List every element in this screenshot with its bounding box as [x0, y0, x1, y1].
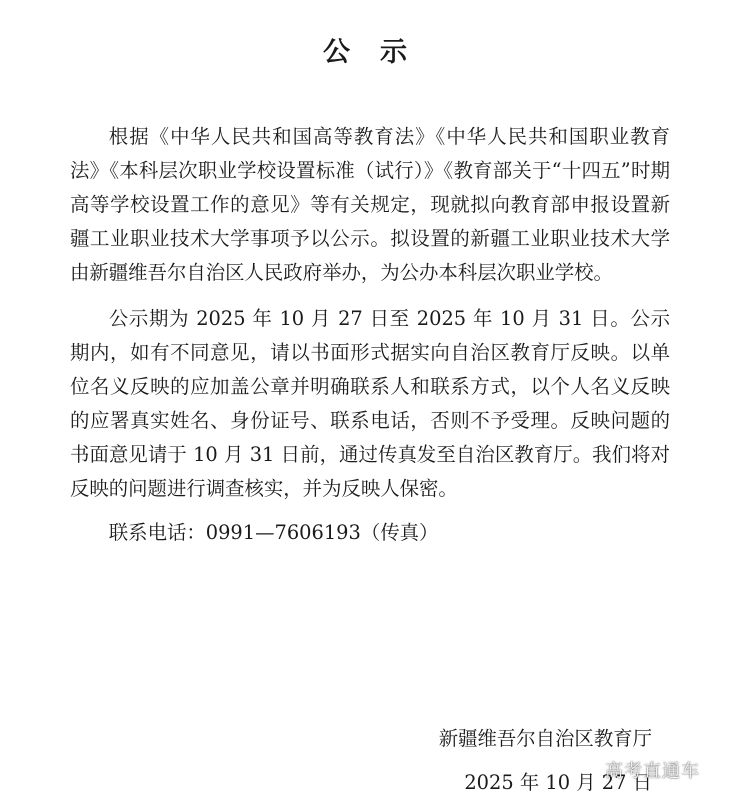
contact-phone: 联系电话：0991—7606193（传真）: [108, 521, 439, 544]
watermark-text: 高考直通车: [605, 761, 700, 782]
issuing-organization: 新疆维吾尔自治区教育厅: [438, 727, 652, 750]
notice-paragraph-1: 根据《中华人民共和国高等教育法》《中华人民共和国职业教育法》《本科层次职业学校设置标准（试行）》《教育部关于“十四五”时期高等学校设置工作的意见》等有关规定，现就拟向教育部申报设置新疆工业职业技术大学事项予以公示。拟设置的新疆工业职业技术大学由新疆维吾尔自治区人民政府举办，为公办本科层次职业学校。: [70, 125, 670, 284]
notice-paragraph-2: 公示期为 2025 年 10 月 27 日至 2025 年 10 月 31 日。公示期内，如有不同意见，请以书面形式据实向自治区教育厅反映。以单位名义反映的应加盖公章并明确联系人和联系方式，以个人名义反映的应署真实姓名、身份证号、联系电话，否则不予受理。反映问题的书面意见请于 10 月 31 日前，通过传真发至自治区教育厅。我们将对反映的问题进行调查核实，并为反映人保密。: [70, 307, 670, 500]
notice-title: 公示: [323, 37, 437, 68]
issue-date: 2025 年 10 月 27 日: [464, 771, 652, 794]
notice-body: [70, 120, 670, 550]
